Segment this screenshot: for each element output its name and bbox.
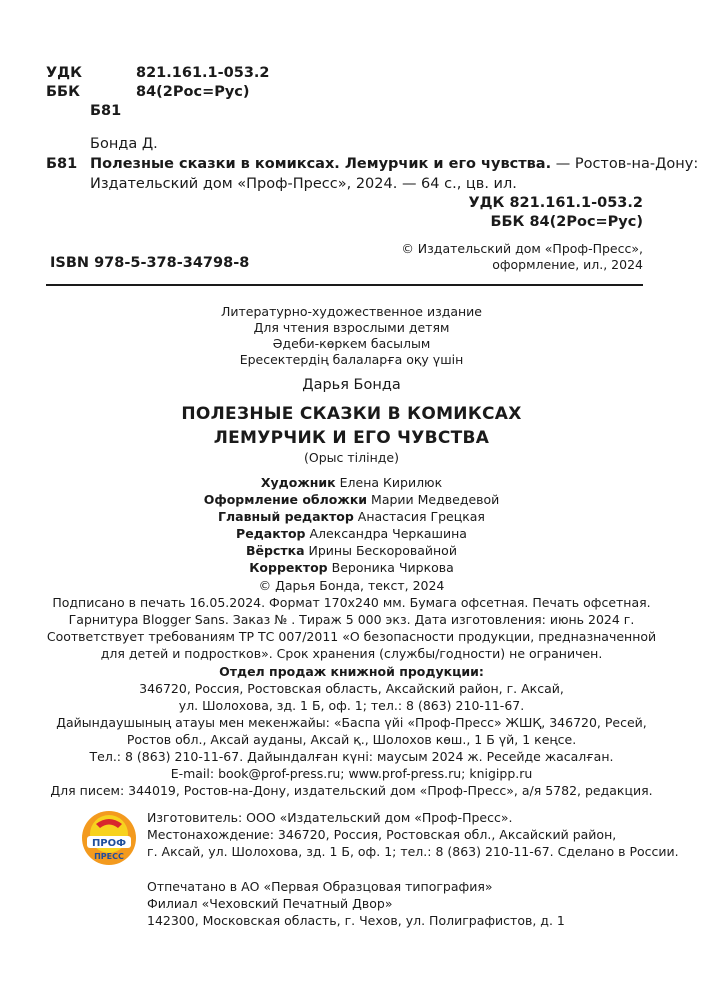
udk-label: УДК — [46, 65, 82, 81]
udk-header — [46, 64, 270, 83]
printer-line: 142300, Московская область, г. Чехов, ул. Полиграфистов, д. 1 — [147, 913, 565, 928]
print-info-line: Соответствует требованиям ТР ТС 007/2011 «О безопасности продукции, предназначенной — [46, 629, 657, 644]
catalog-title-rest: — Ростов-на-Дону: — [551, 156, 699, 172]
manufacturer-line: Местонахождение: 346720, Россия, Ростовская обл., Аксайский район, — [147, 827, 617, 842]
logo-text-top: ПРОФ — [91, 838, 127, 849]
logo-text-bottom: ПРЕСС — [94, 852, 124, 861]
edition-line: Литературно-художественное издание — [221, 304, 482, 319]
edition-line: Ересектердің балаларға оқу үшін — [239, 352, 464, 367]
sales-line: 346720, Россия, Ростовская область, Аксайский район, г. Аксай, — [139, 681, 564, 696]
catalog-title-bold: Полезные сказки в комиксах. Лемурчик и его чувства. — [90, 156, 552, 172]
book-title-line2: ЛЕМУРЧИК И ЕГО ЧУВСТВА — [213, 428, 490, 448]
credit-line — [0, 559, 703, 576]
print-info-line: для детей и подростков». Срок хранения (службы/годности) не ограничен. — [100, 646, 603, 661]
book-language: (Орыс тілінде) — [304, 450, 399, 465]
credit-name: Вероника Чиркова — [327, 560, 454, 575]
catalog-bbk-right: ББК 84(2Рос=Рус) — [490, 214, 643, 230]
prof-press-logo — [78, 810, 140, 866]
book-author: Дарья Бонда — [302, 377, 401, 393]
credit-name: Анастасия Грецкая — [353, 509, 485, 524]
printer-line: Отпечатано в АО «Первая Образцовая типография» — [147, 879, 493, 894]
credit-role: Главный редактор — [218, 509, 354, 524]
credit-role: Вёрстка — [246, 543, 305, 558]
sales-line: ул. Шолохова, зд. 1 Б, оф. 1; тел.: 8 (863) 210-11-67. — [178, 698, 525, 713]
printer-line: Филиал «Чеховский Печатный Двор» — [147, 896, 393, 911]
bbk-header — [46, 83, 250, 102]
manufacturer-line: г. Аксай, ул. Шолохова, зд. 1 Б, оф. 1; тел.: 8 (863) 210-11-67. Сделано в России. — [147, 844, 679, 859]
edition-line: Для чтения взрослыми детям — [253, 320, 450, 335]
catalog-publisher: Издательский дом «Проф-Пресс», 2024. — 64 с., цв. ил. — [90, 176, 517, 192]
sales-block — [0, 680, 703, 799]
publisher-copyright-line2: оформление, ил., 2024 — [492, 257, 643, 272]
edition-block — [0, 304, 703, 368]
credit-role: Оформление обложки — [203, 492, 368, 507]
manufacturer-block — [147, 809, 679, 860]
sales-line: Для писем: 344019, Ростов-на-Дону, издательский дом «Проф-Пресс», а/я 5782, редакция. — [50, 783, 653, 798]
print-info-line: Подписано в печать 16.05.2024. Формат 170х240 мм. Бумага офсетная. Печать офсетная. — [52, 595, 651, 610]
isbn: ISBN 978-5-378-34798-8 — [50, 255, 250, 271]
credit-name: Ирины Бескоровайной — [304, 543, 457, 558]
author-mark: Б81 — [90, 103, 122, 119]
print-info-block — [0, 594, 703, 662]
credit-line — [0, 474, 703, 491]
credit-role: Корректор — [249, 560, 328, 575]
sales-heading: Отдел продаж книжной продукции: — [219, 664, 484, 679]
publisher-copyright — [401, 241, 643, 273]
credits-block — [0, 474, 703, 576]
divider — [46, 284, 643, 286]
credit-name: Марии Медведевой — [367, 492, 500, 507]
credit-line — [0, 542, 703, 559]
sales-line: Ростов обл., Аксай ауданы, Аксай қ., Шолохов көш., 1 Б үй, 1 кеңсе. — [126, 732, 577, 747]
print-copyright: © Дарья Бонда, текст, 2024 — [258, 578, 445, 593]
sales-line: Тел.: 8 (863) 210-11-67. Дайындалған күні: маусым 2024 ж. Ресейде жасалған. — [89, 749, 614, 764]
credit-role: Редактор — [236, 526, 306, 541]
sales-email-line: E-mail: book@prof-press.ru; www.prof-press.ru; knigipp.ru — [170, 766, 533, 781]
catalog-author: Бонда Д. — [90, 136, 158, 152]
credit-name: Александра Черкашина — [305, 526, 467, 541]
credit-role: Художник — [260, 475, 336, 490]
manufacturer-line: Изготовитель: ООО «Издательский дом «Проф-Пресс». — [147, 810, 513, 825]
bbk-value: 84(2Рос=Рус) — [136, 84, 250, 100]
publisher-copyright-line1: © Издательский дом «Проф-Пресс», — [401, 241, 643, 256]
credit-name: Елена Кирилюк — [335, 475, 443, 490]
book-title — [0, 402, 703, 450]
sales-line: Дайындаушының атауы мен мекенжайы: «Баспа үйі «Проф-Пресс» ЖШҚ, 346720, Ресей, — [56, 715, 647, 730]
udk-value: 821.161.1-053.2 — [136, 65, 270, 81]
credit-line — [0, 525, 703, 542]
catalog-udk-right: УДК 821.161.1-053.2 — [468, 195, 643, 211]
credit-line — [0, 491, 703, 508]
credit-line — [0, 508, 703, 525]
print-info-line: Гарнитура Blogger Sans. Заказ № . Тираж 5 000 экз. Дата изготовления: июнь 2024 г. — [68, 612, 635, 627]
printer-block — [147, 878, 565, 929]
catalog-mark: Б81 — [46, 156, 78, 172]
catalog-title — [90, 155, 698, 174]
book-title-line1: ПОЛЕЗНЫЕ СКАЗКИ В КОМИКСАХ — [181, 404, 522, 424]
bbk-label: ББК — [46, 84, 80, 100]
catalog-title-line — [46, 155, 699, 174]
edition-line: Әдеби-көркем басылым — [272, 336, 431, 351]
prof-press-logo-icon — [78, 810, 140, 866]
